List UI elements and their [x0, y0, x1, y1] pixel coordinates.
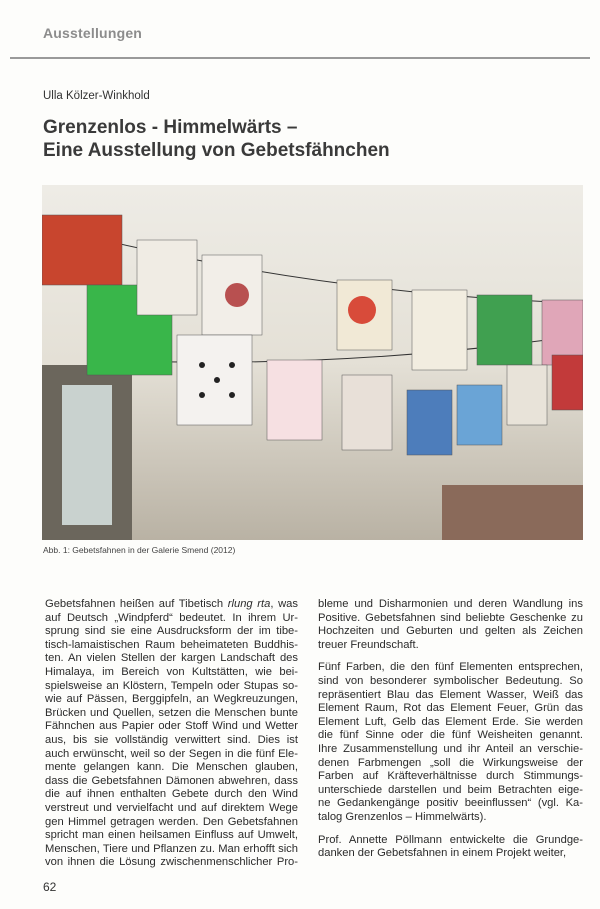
text-line: Himalaya, im Bereich von Kultstätten, wie bei- — [45, 665, 298, 678]
text-line: talog Grenzenlos – Himmelwärts). — [318, 810, 487, 823]
text-line: Element Luft, Gelb das Element Erde. Sie werden — [318, 715, 583, 728]
text-line: sind von besonderer symbolischer Bedeutung. So — [318, 674, 583, 687]
title-line-2: Eine Ausstellung von Gebetsfähnchen — [43, 140, 390, 161]
text-line: Element Raum, Rot das Element Feuer, Grün das — [318, 702, 583, 715]
text-line: sprung sind sie eine Ausdrucksform der im tibe- — [45, 625, 298, 638]
text-line: Fähnchen aus Papier oder Stoff Wind und Wetter — [45, 720, 298, 733]
text-line: dass die Gebetsfahnen Dämonen abwehren, dass — [45, 774, 298, 787]
right-column — [318, 598, 583, 870]
paragraph — [318, 834, 583, 861]
text-line: verstreut und vervielfacht und auf direktem Wege — [45, 801, 298, 814]
text-line: Brücken und Quellen, setzen die Menschen bunte — [45, 706, 298, 719]
text-line: Farben auf Kräfteverhältnisse durch Stimmungs- — [318, 770, 583, 783]
text-line: mente gelangen kann. Die Menschen glauben, — [45, 761, 298, 774]
text-line: treuer Freundschaft. — [318, 638, 419, 651]
text-line: gen Himmel getragen werden. Den Gebetsfahnen — [45, 815, 298, 828]
text-line: Ihre Zusammenstellung und ihr Anteil an verschie- — [318, 742, 583, 755]
section-header: Ausstellungen — [43, 25, 143, 41]
text-line: aus, bis sie vollständig verwittert sind. Dies ist — [45, 733, 298, 746]
paragraph — [45, 598, 298, 870]
text-line: spielsweise an Klöstern, Tempeln oder Stupas so- — [45, 679, 298, 692]
text-line: repräsentiert Blau das Element Wasser, Weiß das — [318, 688, 583, 701]
figure-caption: Abb. 1: Gebetsfahnen in der Galerie Smend (2012) — [43, 545, 236, 555]
text-line: ten. An vielen Stellen der kargen Landschaft des — [45, 652, 298, 665]
title-line-1: Grenzenlos - Himmelwärts – — [43, 117, 298, 138]
text-line: auf Deutsch „Windpferd“ bedeutet. In ihrem Ur- — [45, 611, 298, 624]
text-line: spricht man einen heilsamen Einfluss auf Umwelt, — [45, 829, 298, 842]
header-divider — [10, 57, 590, 59]
text-line: Menschen, Tiere und Pflanzen zu. Man erhofft sich — [45, 842, 298, 855]
left-column — [45, 598, 298, 879]
text-line: Prof. Annette Pöllmann entwickelte die Grundge- — [318, 833, 583, 846]
paragraph — [318, 598, 583, 652]
text-line: unterschiede darstellen und beim Betrachten eige- — [318, 783, 583, 796]
text-line: danken der Gebetsfahnen in einem Projekt weiter, — [318, 847, 567, 860]
text-line: von ihnen die Lösung zwischenmenschlicher Pro- — [45, 856, 298, 869]
paragraph — [318, 661, 583, 824]
text-line: denen Farbmengen „soll die Wirkungsweise der — [318, 756, 583, 769]
text-line: bleme und Disharmonien und deren Wandlung ins — [318, 598, 583, 610]
text-line: wie auf Pässen, Berggipfeln, an Wegkreuzungen, — [45, 693, 298, 706]
text-line: die fünf Sinne oder die fünf Weisheiten genannt. — [318, 729, 583, 742]
prayer-flags-illustration — [42, 185, 583, 540]
text-line: Positive. Gebetsfahnen sind beliebte Geschenke zu — [318, 611, 583, 624]
text-line: tisch-lamaistischen Raum beheimateten Buddhis- — [45, 638, 298, 651]
figure-photo-prayer-flags — [42, 185, 583, 540]
text-line: Fünf Farben, die den fünf Elementen entsprechen, — [318, 661, 583, 674]
text-line: Gebetsfahnen heißen auf Tibetisch rlung rta, was — [45, 598, 298, 610]
text-line: auch erwünscht, weil so der Segen in die fünf Ele- — [45, 747, 298, 760]
page-number: 62 — [43, 880, 57, 894]
text-line: ne Gedankengänge positiv beeinflussen“ (vgl. Ka- — [318, 797, 583, 810]
article-author: Ulla Kölzer-Winkhold — [43, 90, 150, 102]
text-line: die auf ihnen enthalten Gebete durch den Wind — [45, 788, 298, 801]
text-line: Hochzeiten und Geburten und gelten als Zeichen — [318, 625, 583, 638]
article-title — [43, 116, 390, 162]
